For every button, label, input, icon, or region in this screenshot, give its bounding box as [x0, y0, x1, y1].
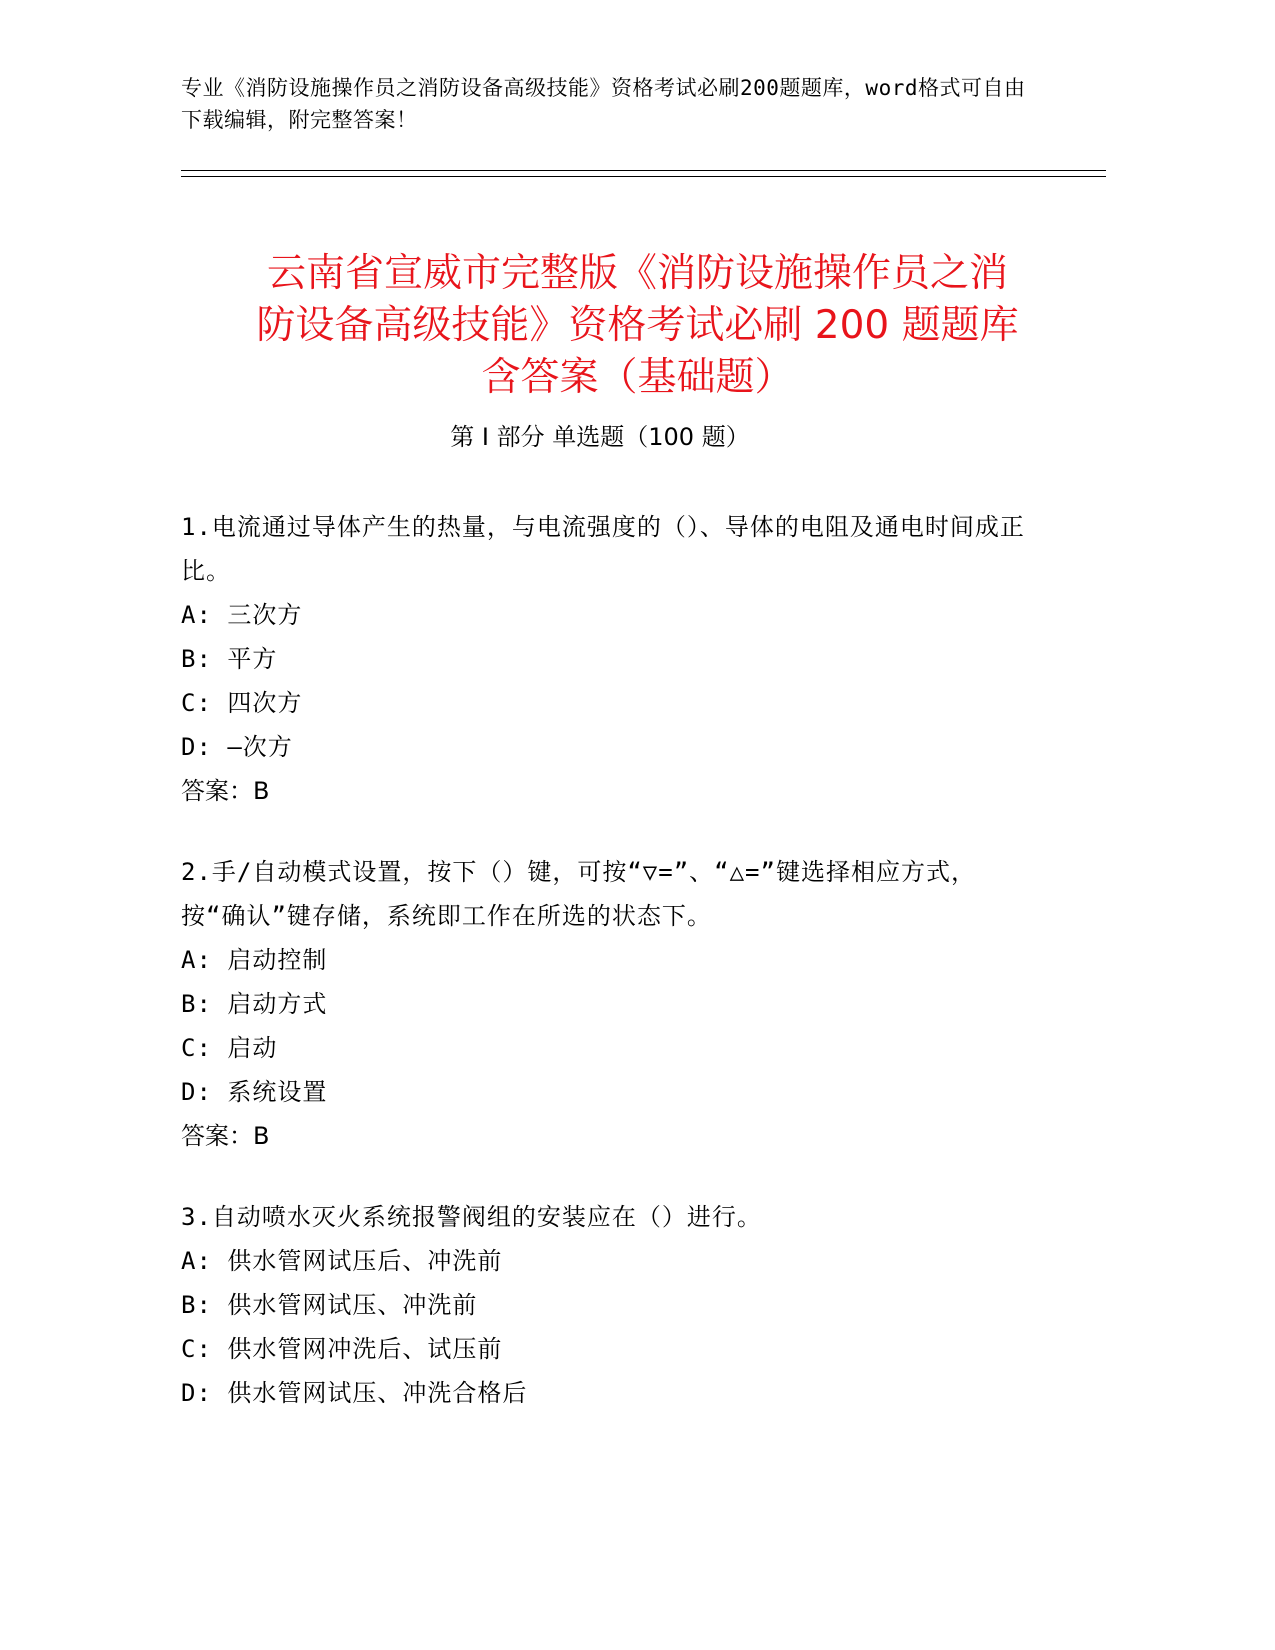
title-line-3: 含答案（基础题） [481, 355, 794, 401]
question-1 [181, 505, 1041, 813]
section-title: 第 I 部分 单选题（100 题） [450, 423, 750, 451]
option-d: D: —次方 [181, 733, 293, 761]
option-c: C: 启动 [181, 1034, 278, 1062]
option-d: D: 系统设置 [181, 1078, 328, 1106]
answer: 答案：B [181, 1122, 270, 1150]
question-3 [181, 1195, 1041, 1415]
question-2 [181, 850, 1041, 1158]
option-c: C: 四次方 [181, 689, 303, 717]
answer: 答案：B [181, 777, 270, 805]
document-title [150, 248, 1125, 404]
header-divider-top [181, 170, 1106, 171]
question-stem: 3.自动喷水灭火系统报警阀组的安装应在（）进行。 [181, 1203, 762, 1231]
question-stem: 1.电流通过导体产生的热量，与电流强度的（）、导体的电阻及通电时间成正比。 [181, 513, 1025, 585]
option-d: D: 供水管网试压、冲洗合格后 [181, 1379, 528, 1407]
option-b: B: 启动方式 [181, 990, 328, 1018]
question-stem: 2.手/自动模式设置，按下（）键，可按“▽=”、“△=”键选择相应方式，按“确认”键存储，系统即工作在所选的状态下。 [181, 858, 976, 930]
question-list [181, 505, 1041, 1452]
option-b: B: 供水管网试压、冲洗前 [181, 1291, 478, 1319]
option-a: A: 供水管网试压后、冲洗前 [181, 1247, 503, 1275]
option-a: A: 三次方 [181, 601, 303, 629]
option-c: C: 供水管网冲洗后、试压前 [181, 1335, 503, 1363]
title-line-1: 云南省宣威市完整版《消防设施操作员之消 [266, 251, 1008, 297]
title-line-2: 防设备高级技能》资格考试必刷 200 题题库 [256, 303, 1019, 349]
header-divider-bottom [181, 176, 1106, 177]
option-a: A: 启动控制 [181, 946, 328, 974]
option-b: B: 平方 [181, 645, 278, 673]
header-note: 专业《消防设施操作员之消防设备高级技能》资格考试必刷200题题库，word格式可自由下载编辑，附完整答案！ [181, 76, 1026, 132]
